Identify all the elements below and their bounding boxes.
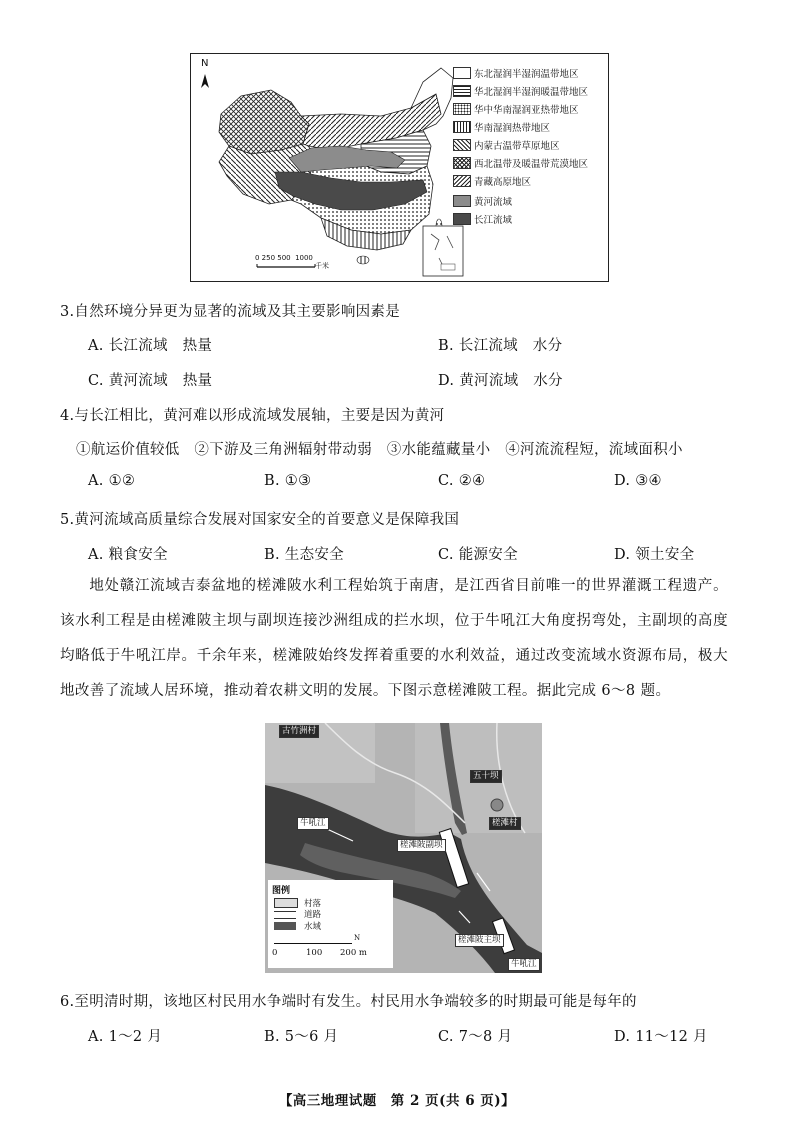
village-legend-icon — [274, 898, 298, 908]
passage: 地处赣江流域吉泰盆地的槎滩陂水利工程始筑于南唐，是江西省目前唯一的世界灌溉工程遗产。该水利工程是由槎滩陂主坝与副坝连接沙洲组成的拦水坝，位于牛吼江大角度拐弯处，主副坝的高度均略低于牛吼江岸。千余年来，槎滩陂始终发挥着重要的水利效益，通过改变流域水资源布局，极大地改善了流域人居环境，推动着农耕文明的发展。下图示意槎滩陂工程。据此完成 6～8 题。 — [60, 578, 728, 699]
legend-item-inner-mongolia: 内蒙古温带草原地区 — [453, 138, 560, 152]
legend2-road: 道路 — [304, 910, 322, 920]
map2-scale-bar — [274, 943, 352, 944]
q5-stem: 5.黄河流域高质量综合发展对国家安全的首要意义是保障我国 — [60, 512, 460, 528]
legend2-water: 水域 — [304, 922, 322, 932]
legend-item-tibet: 青藏高原地区 — [453, 174, 531, 188]
legend-swatch — [453, 139, 471, 151]
q4-stem: 4.与长江相比，黄河难以形成流域发展轴，主要是因为黄河 — [60, 408, 445, 424]
legend-swatch — [453, 121, 471, 133]
legend-item-yangtze: 长江流域 — [453, 212, 512, 226]
legend-swatch — [453, 175, 471, 187]
legend-swatch — [453, 195, 471, 207]
q5-option-c: C. 能源安全 — [438, 547, 518, 563]
legend-swatch — [453, 213, 471, 225]
q5-option-a: A. 粮食安全 — [88, 547, 168, 563]
label-chatan-village: 槎滩村 — [489, 817, 521, 830]
legend-item-northwest: 西北温带及暖温带荒漠地区 — [453, 156, 588, 170]
q4-option-a: A. ①② — [88, 473, 136, 489]
label-fuba: 槎滩陂副坝 — [397, 839, 446, 852]
map2-north-label: N — [354, 934, 361, 942]
page-footer: 【高三地理试题 第 2 页(共 6 页)】 — [278, 1093, 516, 1109]
north-label: N — [201, 58, 209, 69]
legend-item-central-south: 华中华南湿润亚热带地区 — [453, 102, 579, 116]
q3-option-a: A. 长江流域 热量 — [88, 338, 213, 354]
q3-option-b: B. 长江流域 水分 — [438, 338, 563, 354]
legend-item-north-china: 华北湿润半湿润暖温带地区 — [453, 84, 588, 98]
legend-swatch — [453, 85, 471, 97]
q6-option-a: A. 1～2 月 — [88, 1029, 163, 1045]
map2-legend — [268, 880, 393, 968]
map1-scale-unit: 千米 — [315, 262, 329, 270]
legend-swatch — [453, 157, 471, 169]
label-zhuba: 槎滩陂主坝 — [455, 934, 504, 947]
north-arrow-icon — [201, 74, 209, 88]
q6-option-c: C. 7～8 月 — [438, 1029, 513, 1045]
q6-option-d: D. 11～12 月 — [614, 1029, 708, 1045]
q4-option-b: B. ①③ — [264, 473, 312, 489]
label-wushiba: 五十坝 — [470, 770, 502, 783]
label-niuhou-river-bottom: 牛吼江 — [508, 958, 540, 971]
q3-stem: 3.自然环境分异更为显著的流域及其主要影响因素是 — [60, 304, 401, 320]
q5-option-b: B. 生态安全 — [264, 547, 344, 563]
label-niuhou-river-left: 牛吼江 — [297, 817, 329, 830]
scale-tick-200: 200 m — [340, 948, 367, 958]
label-guzhuzhou-village: 古竹洲村 — [279, 725, 319, 738]
q3-option-c: C. 黄河流域 热量 — [88, 373, 213, 389]
road-legend-icon — [274, 911, 296, 919]
q5-option-d: D. 领土安全 — [614, 547, 695, 563]
water-legend-icon — [274, 922, 296, 930]
q6-stem: 6.至明清时期，该地区村民用水争端时有发生。村民用水争端较多的时期最可能是每年的 — [60, 994, 637, 1010]
legend-swatch — [453, 103, 471, 115]
chatanbei-map — [265, 723, 542, 973]
legend-item-yellow-river: 黄河流域 — [453, 194, 512, 208]
china-regions-map — [190, 53, 609, 282]
q3-option-d: D. 黄河流域 水分 — [438, 373, 563, 389]
legend-item-south-tropical: 华南湿润热带地区 — [453, 120, 550, 134]
map1-scale-ticks: 0 250 500 1000 — [255, 254, 313, 262]
q4-option-c: C. ②④ — [438, 473, 486, 489]
legend2-title: 图例 — [272, 886, 291, 896]
legend2-village: 村落 — [304, 899, 322, 909]
legend-swatch — [453, 67, 471, 79]
q4-option-d: D. ③④ — [614, 473, 662, 489]
legend-item-northeast: 东北湿润半湿润温带地区 — [453, 66, 579, 80]
q6-option-b: B. 5～6 月 — [264, 1029, 339, 1045]
scale-tick-100: 100 — [306, 948, 323, 958]
scale-tick-0: 0 — [272, 948, 278, 958]
q4-items: ①航运价值较低 ②下游及三角洲辐射带动弱 ③水能蕴藏量小 ④河流流程短，流域面积小 — [76, 442, 683, 458]
